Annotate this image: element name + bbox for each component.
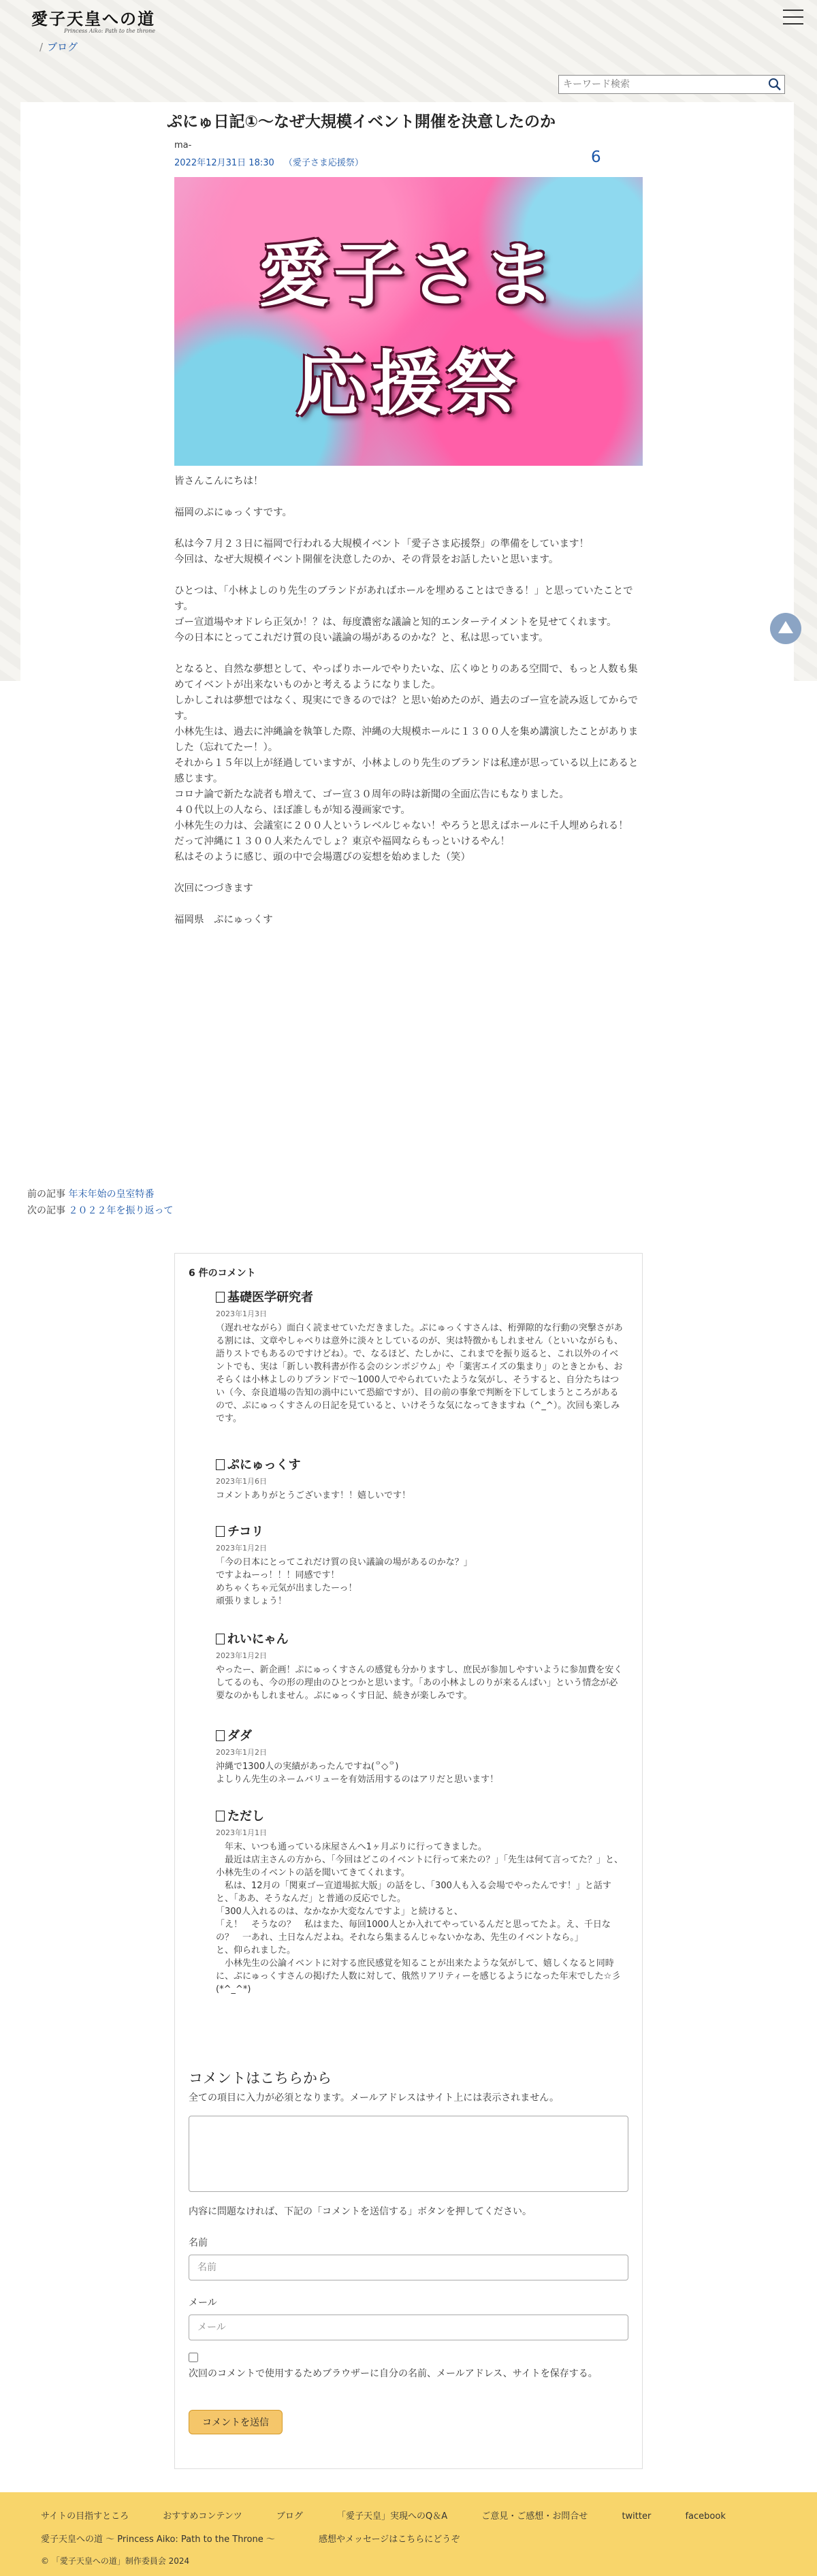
comment-date: 2023年1月1日 — [216, 1828, 267, 1837]
comment-author: ぷにゅっくす — [216, 1455, 624, 1473]
footer-link-twitter[interactable]: twitter — [622, 2511, 652, 2522]
site-footer — [0, 2492, 817, 2576]
post-paragraph: 福岡県 ぷにゅっくす — [174, 915, 273, 925]
comment-form-note: 全ての項目に入力が必須となります。メールアドレスはサイト上には表示されません。 — [189, 2093, 560, 2103]
email-field[interactable] — [189, 2315, 628, 2340]
comment-date: 2023年1月6日 — [216, 1477, 267, 1486]
comment-text: 「今の日本にとってこれだけ質の良い議論の場があるのかな？」 ですよねーっ！！！同感です！ めちゃくちゃ元気が出ましたーっ！ 頑張りましょう！ — [216, 1557, 472, 1606]
post-title: ぷにゅ日記①～なぜ大規模イベント開催を決意したのか — [167, 113, 556, 131]
comments-section — [174, 1253, 643, 2469]
name-label: 名前 — [189, 2238, 208, 2248]
comment-author: ただし — [216, 1807, 624, 1824]
menu-icon[interactable] — [783, 10, 803, 26]
email-label: メール — [189, 2297, 217, 2308]
comment-date: 2023年1月3日 — [216, 1309, 267, 1318]
comment-text: 沖縄で1300人の実績があったんですね(꒪◇꒪) よしりん先生のネームバリューを有効活用するのはアリだと思います！ — [216, 1762, 499, 1785]
footer-link-qa[interactable]: 「愛子天皇」実現へのQ＆A — [337, 2511, 448, 2522]
comment-count[interactable]: 6 — [591, 148, 605, 166]
comment-text: やったー、新企画！ぷにゅっくすさんの感覚も分かりますし、庶民が参加しやすいように参加費を安くしてるのも、今の形の理由のひとつかと思います。「あの小林よしのりが来るんぱい」という情念が必要なのかもしれません。ぷにゅっくす日記、続きが楽しみです。 — [216, 1665, 623, 1701]
post-meta — [174, 155, 370, 168]
logo-title: 愛子天皇への道 — [31, 9, 155, 29]
comment-author: 基礎医学研究者 — [216, 1288, 624, 1305]
comment-text: 年末、いつも通っている床屋さんへ1ヶ月ぶりに行ってきました。 最近は店主さんの方から、「今回はどこのイベントに行って来たの？」「先生は何て言ってた？」と、小林先生のイベントの話を聞いてきてくれます。 私は、12月の「関東ゴー宣道場拡大版」の話をし、「300人も入る会場でやったんです！」と話すと、「ああ、そうなんだ」と普通の反応でした。 「300人入れるのは、なかなか大変なんですよ」と続けると、 「え！ そうなの？ 私はまた、毎回1000人とか入れてやっているんだと思ってたよ。え、千日なの？ 一あれ、土日なんだよね。それなら集まるんじゃないかなあ、先生のイベントなら。」 と、仰られました。 小林先生の公論イベントに対する庶民感覚を知ることが出来たような気がして、嬉しくなると同時に、ぷにゅっくすさんの掲げた人数に対して、俄然リアリティーを感じるようになった年末でした☆彡 (*^_^*) — [216, 1842, 624, 1994]
footer-nav-secondary — [41, 2532, 500, 2545]
comment-author: ダダ — [216, 1726, 624, 1744]
post-category[interactable]: （愛子さま応援祭） — [283, 158, 364, 168]
next-post-link[interactable]: ２０２２年を振り返って — [68, 1205, 174, 1216]
save-info-label: 次回のコメントで使用するためブラウザーに自分の名前、メールアドレス、サイトを保存する。 — [189, 2368, 598, 2379]
footer-link-contact[interactable]: ご意見・ご感想・お問合せ — [481, 2511, 588, 2522]
comments-heading: 6 件のコメント — [189, 1268, 256, 1279]
comment-item — [216, 1629, 624, 1702]
user-icon — [216, 1292, 225, 1303]
comment-date: 2023年1月2日 — [216, 1748, 267, 1757]
comment-item — [216, 1522, 624, 1608]
search-input[interactable] — [559, 76, 756, 93]
comment-form-instructions: 内容に問題なければ、下記の「コメントを送信する」ボタンを押してください。 — [189, 2206, 532, 2217]
user-icon — [216, 1730, 225, 1741]
logo-subtitle: Princess Aiko: Path to the throne — [64, 28, 155, 34]
breadcrumb-blog[interactable]: ブログ — [47, 41, 78, 53]
comment-author: チコリ — [216, 1522, 624, 1540]
next-post-label: 次の記事 — [27, 1205, 65, 1216]
comment-date: 2023年1月2日 — [216, 1544, 267, 1553]
prev-post-label: 前の記事 — [27, 1189, 65, 1200]
site-logo[interactable] — [31, 5, 155, 34]
post-paragraph: となると、自然な夢想として、やっぱりホールでやりたいな、広くゆとりのある空間で、もっと人数も集めてイベントが出来ないものかと考えるようになりました。 しかしこれは夢想ではなく、現実にできるのでは？と思い始めたのが、過去のゴー宣を読み返してからです。 小林先生は、過去に沖縄論を執筆した際、沖縄の大規模ホールに１３００人を集め講演したことがありました（忘れてたー！）。 それから１５年以上が経過していますが、小林よしのり先生のブランドは私達が思っている以上にあると感じます。 コロナ論で新たな読者も増えて、ゴー宣３０周年の時は新聞の全面広告にもなりました。 ４０代以上の人なら、ほぼ誰しもが知る漫画家です。 小林先生の力は、会議室に２００人というレベルじゃない！やろうと思えばホールに千人埋められる！ だって沖縄に１３００人来たんでしょ？東京や福岡ならもっといけるやん！ 私はそのように感じ、頭の中で会場選びの妄想を始めました（笑） — [174, 664, 639, 863]
post-body — [174, 474, 644, 944]
comment-date: 2023年1月2日 — [216, 1651, 267, 1660]
footer-link-facebook[interactable]: facebook — [685, 2511, 726, 2522]
breadcrumb: / ブログ — [39, 41, 78, 53]
footer-link-purpose[interactable]: サイトの目指すところ — [41, 2511, 129, 2522]
post-author: ma- — [174, 140, 192, 150]
footer-link-blog[interactable]: ブログ — [276, 2511, 303, 2522]
hero-text-line2: 応援祭 — [295, 343, 521, 426]
comment-textarea[interactable] — [189, 2116, 628, 2192]
post-paragraph: 次回につづきます — [174, 883, 253, 894]
hero-image — [174, 177, 643, 466]
scroll-to-top-button[interactable] — [770, 613, 801, 644]
save-info-checkbox[interactable] — [189, 2353, 198, 2362]
post-navigation — [27, 1186, 173, 1219]
user-icon — [216, 1459, 225, 1470]
comment-author: れいにゃん — [216, 1629, 624, 1647]
hero-text-line1: 愛子さま — [258, 234, 558, 317]
user-icon — [216, 1811, 225, 1822]
post-icons — [591, 148, 605, 166]
comment-form-title: コメントはこちらから — [189, 2070, 332, 2086]
comment-item — [216, 1288, 624, 1425]
prev-post-link[interactable]: 年末年始の皇室特番 — [68, 1189, 155, 1200]
footer-link-recommended[interactable]: おすすめコンテンツ — [163, 2511, 242, 2522]
comment-text: コメントありがとうございます！！嬉しいです！ — [216, 1491, 411, 1501]
post-date: 2022年12月31日 18:30 — [174, 158, 274, 168]
comment-item — [216, 1455, 624, 1502]
search-icon[interactable] — [768, 78, 782, 91]
name-field[interactable] — [189, 2255, 628, 2280]
post-paragraph: 福岡のぷにゅっくすです。 — [174, 507, 292, 518]
footer-link-message[interactable]: 感想やメッセージはこちらにどうぞ — [318, 2534, 460, 2545]
submit-comment-button[interactable]: コメントを送信 — [189, 2410, 283, 2434]
post-paragraph: ひとつは、「小林よしのり先生のブランドがあればホールを埋めることはできる！」と思っていたことです。 ゴー宣道場やオドレら正気か！？は、毎度濃密な議論と知的エンターテイメントを見せてくれます。 今の日本にとってこれだけ質の良い議論の場があるのかな？と、私は思っています。 — [174, 586, 633, 643]
comment-item — [216, 1726, 624, 1786]
site-header — [0, 0, 817, 68]
comment-item — [216, 1807, 624, 1996]
search-box — [558, 75, 785, 94]
footer-nav — [41, 2509, 757, 2522]
comment-text: （遅れせながら）面白く読ませていただきました。ぷにゅっくすさんは、桁弾隙的な行動の突撃さがある割には、文章やしゃべりは意外に淡々としているのが、実は特徴かもしれません（といいながらも、語りストでもあるのですけどね）。で、なるほど、たしかに、これまでを振り返ると、これ以外のイベントでも、実は「新しい教科書が作る会のシンポジウム」や「薬害エイズの集まり」のときとかも、おそらくは小林よしのりブランドで〜1000人でやられていたような気がし、そうすると、自分たちはつい（今、奈良道場の告知の渦中にいて恐縮ですが）、目の前の事象で判断を下してしまうところがあるので、ぷにゅっくすさんの日記を見ていると、いけそうな気になってきますね（^_^）。次回も楽しみです。 — [216, 1323, 624, 1424]
user-icon — [216, 1634, 225, 1644]
post-paragraph: 私は今７月２３日に福岡で行われる大規模イベント「愛子さま応援祭」の準備をしています！ 今回は、なぜ大規模イベント開催を決意したのか、その背景をお話したいと思います。 — [174, 539, 589, 565]
footer-link-home[interactable]: 愛子天皇への道 〜 Princess Aiko: Path to the Throne 〜 — [41, 2534, 275, 2545]
user-icon — [216, 1526, 225, 1537]
post-paragraph: 皆さんこんにちは！ — [174, 476, 263, 487]
copyright: © 「愛子天皇への道」制作委員会 2024 — [41, 2556, 190, 2566]
